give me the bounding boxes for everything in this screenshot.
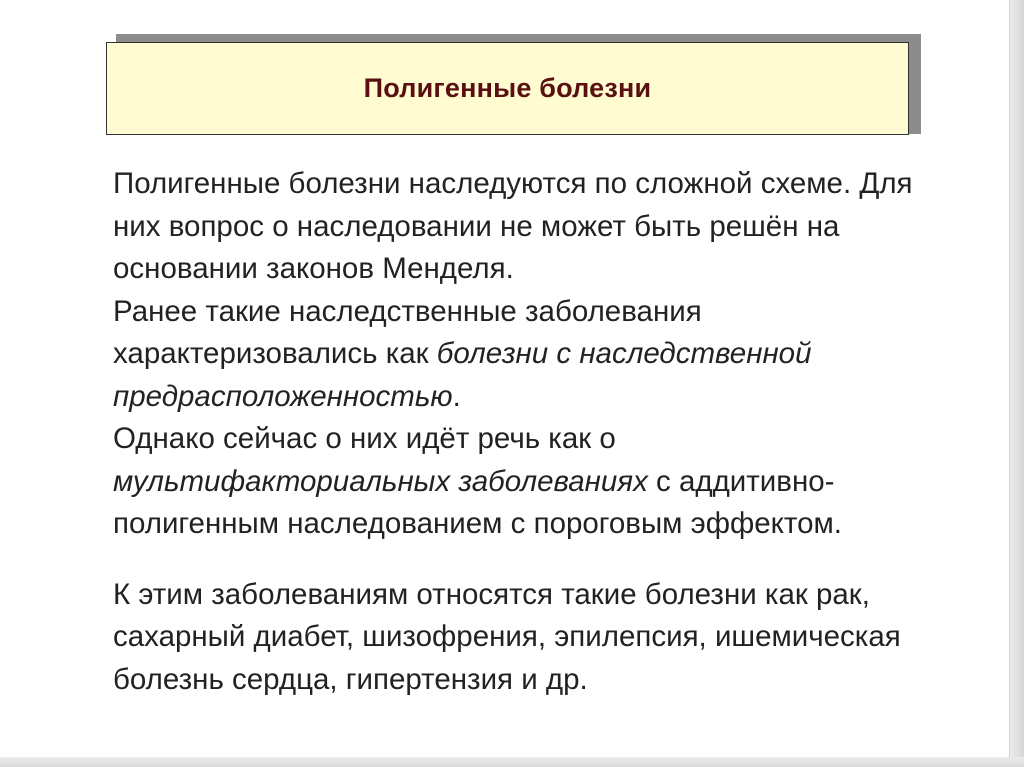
slide-frame-bottom-edge xyxy=(0,757,1024,767)
paragraph-multifactorial-lead: Однако сейчас о них идёт речь как о xyxy=(113,422,616,455)
paragraph-predisposition-end: . xyxy=(452,379,461,413)
paragraph-inheritance: Полигенные болезни наследуются по сложной схеме. Для них вопрос о наследовании не может быть решён на основании законов Менделя. xyxy=(113,167,913,285)
paragraph-predisposition-lead: Ранее такие наследственные заболевания характеризовались как xyxy=(113,294,702,370)
paragraph-examples: К этим заболеваниям относятся такие болезни как рак, сахарный диабет, шизофрения, эпилепсия, ишемическая болезнь сердца, гипертензия и др. xyxy=(113,577,901,696)
title-box xyxy=(106,42,909,135)
paragraph-predisposition xyxy=(113,291,953,419)
slide-frame-right-edge xyxy=(1009,0,1024,767)
paragraph-multifactorial xyxy=(113,418,953,546)
slide-body xyxy=(113,163,953,701)
term-multifactorial-diseases: мультифакториальных заболеваниях xyxy=(113,464,648,498)
paragraph-spacer xyxy=(113,546,953,574)
term-hereditary-predisposition: болезни с наследственной предрасположенностью xyxy=(113,337,812,413)
paragraph-multifactorial-end: с аддитивно-полигенным наследованием с пороговым эффектом. xyxy=(113,464,842,540)
slide-title: Полигенные болезни xyxy=(363,73,652,103)
